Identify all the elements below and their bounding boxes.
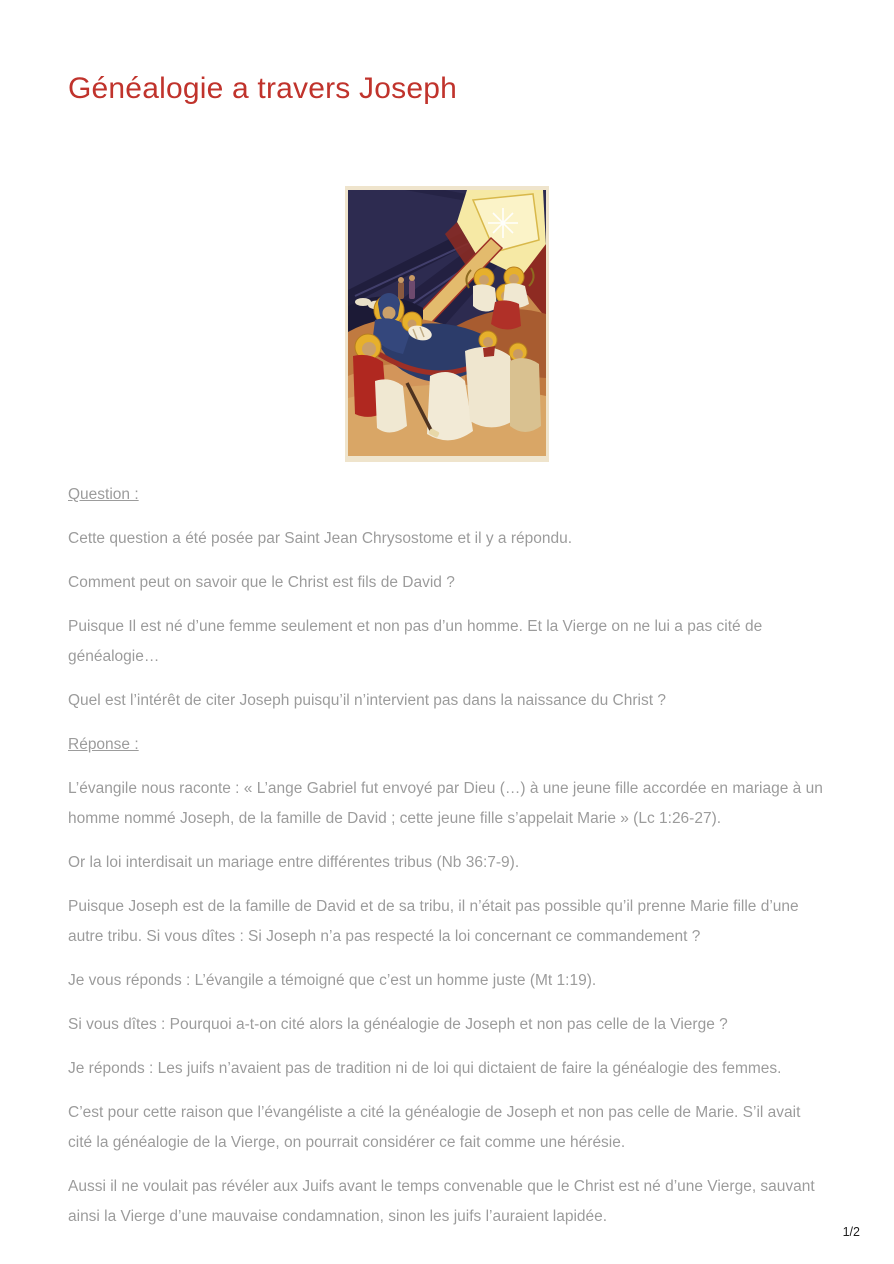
paragraph: Puisque Il est né d’une femme seulement et non pas d’un homme. Et la Vierge on ne lui a pas cité de généalogie…: [68, 618, 763, 665]
paragraph: Aussi il ne voulait pas révéler aux Juifs avant le temps convenable que le Christ est né d’une Vierge, sauvant ainsi la Vierge d’une mauvaise condamnation, sinon les juifs l’auraient lapidée.: [68, 1178, 815, 1225]
paragraph: Quel est l’intérêt de citer Joseph puisqu’il n’intervient pas dans la naissance du Christ ?: [68, 692, 666, 709]
paragraph: Je vous réponds : L’évangile a témoigné que c’est un homme juste (Mt 1:19).: [68, 972, 597, 989]
paragraph: L’évangile nous raconte : « L’ange Gabriel fut envoyé par Dieu (…) à une jeune fille accordée en mariage à un homme nommé Joseph, de la famille de David ; cette jeune fille s’appelait Marie » (Lc 1:26-27).: [68, 780, 823, 827]
paragraph: Si vous dîtes : Pourquoi a-t-on cité alors la généalogie de Joseph et non pas celle de la Vierge ?: [68, 1016, 728, 1033]
page-title: Généalogie a travers Joseph: [68, 72, 457, 105]
document-body: [68, 480, 825, 1232]
paragraph: Or la loi interdisait un mariage entre différentes tribus (Nb 36:7-9).: [68, 854, 520, 871]
nativity-icon-art: [345, 186, 549, 462]
page-number: 1/2: [842, 1225, 860, 1239]
response-label: Réponse :: [68, 736, 139, 753]
paragraph: C’est pour cette raison que l’évangéliste a cité la généalogie de Joseph et non pas celle de Marie. S’il avait cité la généalogie de la Vierge, on pourrait considérer ce fait comme une hérésie.: [68, 1104, 801, 1151]
paragraph: Je réponds : Les juifs n’avaient pas de tradition ni de loi qui dictaient de faire la généalogie des femmes.: [68, 1060, 782, 1077]
paragraph: Cette question a été posée par Saint Jean Chrysostome et il y a répondu.: [68, 530, 573, 547]
paragraph: Puisque Joseph est de la famille de David et de sa tribu, il n’était pas possible qu’il prenne Marie fille d’une autre tribu. Si vous dîtes : Si Joseph n’a pas respecté la loi concernant ce commandement ?: [68, 898, 799, 945]
nativity-icon: [345, 186, 549, 462]
question-label: Question :: [68, 486, 139, 503]
paragraph: Comment peut on savoir que le Christ est fils de David ?: [68, 574, 455, 591]
